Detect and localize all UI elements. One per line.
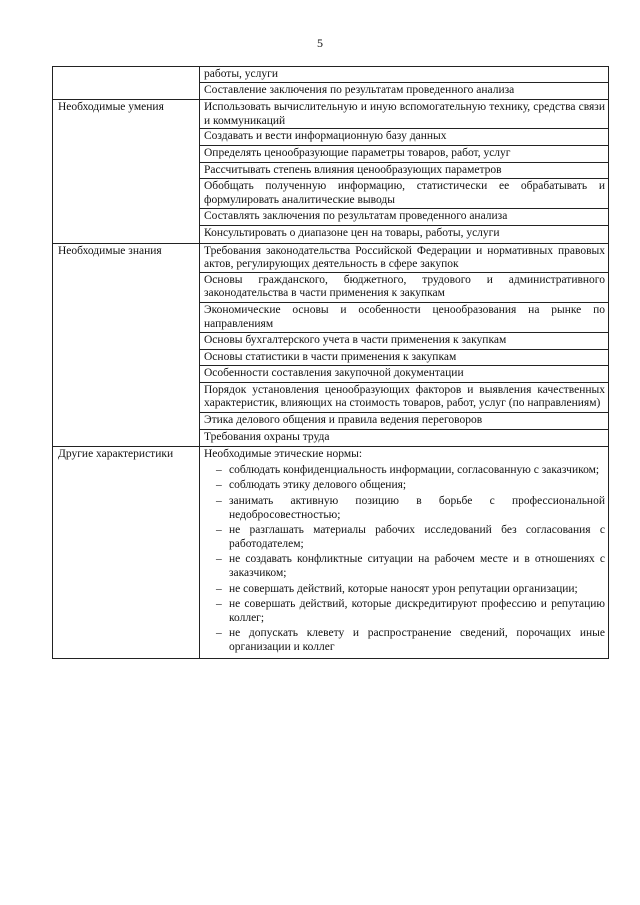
ethics-cell [200, 447, 609, 658]
list-item: Основы статистики в части применения к закупкам [200, 349, 608, 366]
list-item: Порядок установления ценообразующих факторов и выявления качественных характеристик, влияющих на стоимость товаров, работ, услуг (по направлениям) [200, 382, 608, 412]
list-item-text: соблюдать конфиденциальность информации, согласованную с заказчиком; [229, 463, 600, 476]
requirements-table [52, 66, 609, 659]
dash-bullet: – [216, 524, 222, 537]
row-items [200, 67, 609, 100]
list-item: Экономические основы и особенности ценообразования на рынке по направлениям [200, 302, 608, 332]
dash-bullet: – [216, 598, 222, 611]
list-item-text: не совершать действий, которые дискредитируют профессию и репутацию коллег; [229, 598, 605, 624]
table-row [53, 447, 609, 658]
row-label [53, 67, 200, 100]
list-item: Использовать вычислительную и иную вспомогательную технику, средства связи и коммуникаций [204, 101, 605, 127]
list-item: Составлять заключения по результатам проведенного анализа [200, 208, 608, 225]
list-item [204, 583, 605, 597]
page-number: 5 [317, 36, 323, 50]
row-items [200, 243, 609, 447]
list-item [204, 598, 605, 625]
ethics-list [204, 464, 605, 655]
row-label: Необходимые умения [53, 100, 200, 243]
list-item: Основы гражданского, бюджетного, трудового и административного законодательства в части применения к закупкам [200, 272, 608, 302]
list-item-text: занимать активную позицию в борьбе с профессиональной недобросовестностью; [229, 495, 605, 521]
list-item-text: не совершать действий, которые наносят урон репутации организации; [229, 582, 578, 595]
table-row [53, 100, 609, 243]
list-item: Определять ценообразующие параметры товаров, работ, услуг [200, 145, 608, 162]
row-label: Необходимые знания [53, 243, 200, 447]
list-item: Требования охраны труда [200, 429, 608, 446]
list-item: Создавать и вести информационную базу данных [200, 128, 608, 145]
list-item: работы, услуги [204, 68, 279, 80]
list-item: Рассчитывать степень влияния ценообразующих параметров [200, 162, 608, 179]
list-item [204, 553, 605, 580]
list-item-text: соблюдать этику делового общения; [229, 479, 407, 492]
dash-bullet: – [216, 553, 222, 566]
list-item: Особенности составления закупочной документации [200, 365, 608, 382]
list-item: Консультировать о диапазоне цен на товары, работы, услуги [200, 225, 608, 242]
list-item [204, 627, 605, 654]
list-item-text: не разглашать материалы рабочих исследований без согласования с работодателем; [229, 524, 605, 550]
list-item [204, 464, 605, 478]
list-item: Основы бухгалтерского учета в части применения к закупкам [200, 332, 608, 349]
list-item [204, 479, 605, 493]
row-label: Другие характеристики [53, 447, 200, 658]
list-item: Требования законодательства Российской Федерации и нормативных правовых актов, регулирующих деятельность в сфере закупок [204, 244, 605, 271]
dash-bullet: – [216, 627, 222, 640]
list-item: Этика делового общения и правила ведения переговоров [200, 412, 608, 429]
list-item: Составление заключения по результатам проведенного анализа [200, 82, 608, 99]
list-item [204, 524, 605, 551]
table-row [53, 243, 609, 447]
row-items [200, 100, 609, 243]
list-item: Обобщать полученную информацию, статистически ее обрабатывать и формулировать аналитические выводы [200, 178, 608, 208]
ethics-heading: Необходимые этические нормы: [204, 448, 363, 461]
dash-bullet: – [216, 463, 222, 476]
dash-bullet: – [216, 582, 222, 595]
dash-bullet: – [216, 495, 222, 508]
list-item-text: не допускать клевету и распространение сведений, порочащих иные организации и коллег [229, 627, 605, 653]
dash-bullet: – [216, 479, 222, 492]
table-row [53, 67, 609, 100]
list-item-text: не создавать конфликтные ситуации на рабочем месте и в отношениях с заказчиком; [229, 553, 605, 579]
list-item [204, 495, 605, 522]
